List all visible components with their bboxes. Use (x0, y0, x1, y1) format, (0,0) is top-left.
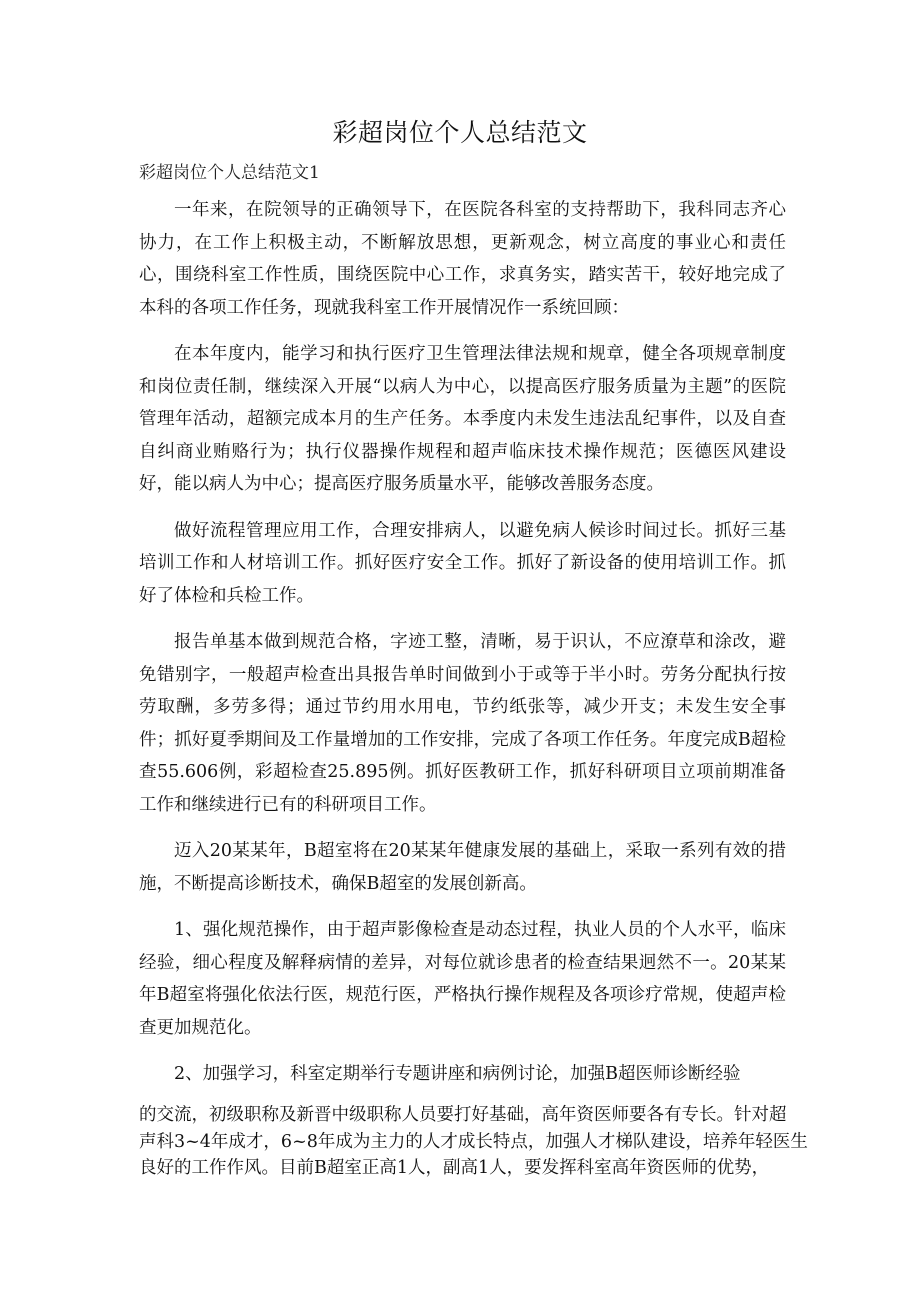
text-line: 良好的工作作风。目前B超室正高1人，副高1人，要发挥科室高年资医师的优势， (139, 1158, 770, 1178)
text-line: 的交流，初级职称及新晋中级职称人员要打好基础，高年资医师要各有专长。针对超 (139, 1105, 787, 1125)
paragraph-process: 做好流程管理应用工作，合理安排病人，以避免病人候诊时间过长。抓好三基培训工作和人材培训工作。抓好医疗安全工作。抓好了新设备的使用培训工作。抓好了体检和兵检工作。 (139, 520, 786, 606)
section-subtitle: 彩超岗位个人总结范文1 (139, 163, 320, 183)
paragraph-item-1: 1、强化规范操作，由于超声影像检查是动态过程，执业人员的个人水平，临床经验，细心程度及解释病情的差异，对每位就诊患者的检查结果迥然不一。20某某年B超室将强化依法行医，规范行医，严格执行操作规程及各项诊疗常规，使超声检查更加规范化。 (139, 920, 786, 1038)
continued-text (139, 1102, 808, 1182)
paragraph-intro: 一年来，在院领导的正确领导下，在医院各科室的支持帮助下，我科同志齐心协力，在工作上积极主动，不断解放思想，更新观念，树立高度的事业心和责任心，围绕科室工作性质，围绕医院中心工作，求真务实，踏实苦干，较好地完成了本科的各项工作任务，现就我科室工作开展情况作一系统回顾： (139, 200, 786, 318)
body-text (139, 194, 786, 1105)
paragraph-regulations: 在本年度内，能学习和执行医疗卫生管理法律法规和规章，健全各项规章制度和岗位责任制，继续深入开展“以病人为中心，以提高医疗服务质量为主题”的医院管理年活动，超额完成本月的生产任务。本季度内未发生违法乱纪事件，以及自查自纠商业贿赂行为；执行仪器操作规程和超声临床技术操作规范；医德医风建设好，能以病人为中心；提高医疗服务质量水平，能够改善服务态度。 (139, 344, 786, 494)
paragraph-outlook: 迈入20某某年，B超室将在20某某年健康发展的基础上，采取一系列有效的措施，不断提高诊断技术，确保B超室的发展创新高。 (139, 841, 786, 894)
text-line: 声科3~4年成才，6~8年成为主力的人才成长特点，加强人才梯队建设，培养年轻医生 (139, 1131, 808, 1152)
paragraph-reports: 报告单基本做到规范合格，字迹工整，清晰，易于识认，不应潦草和涂改，避免错别字，一般超声检查出具报告单时间做到小于或等于半小时。劳务分配执行按劳取酬，多劳多得；通过节约用水用电，节约纸张等，减少开支；未发生安全事件；抓好夏季期间及工作量增加的工作安排，完成了各项工作任务。年度完成B超检查55.606例，彩超检查25.895例。抓好医教研工作，抓好科研项目立项前期准备工作和继续进行已有的科研项目工作。 (139, 632, 786, 815)
page-title: 彩超岗位个人总结范文 (332, 118, 588, 147)
paragraph-item-2: 2、加强学习，科室定期举行专题讲座和病例讨论，加强B超医师诊断经验 (174, 1064, 741, 1084)
